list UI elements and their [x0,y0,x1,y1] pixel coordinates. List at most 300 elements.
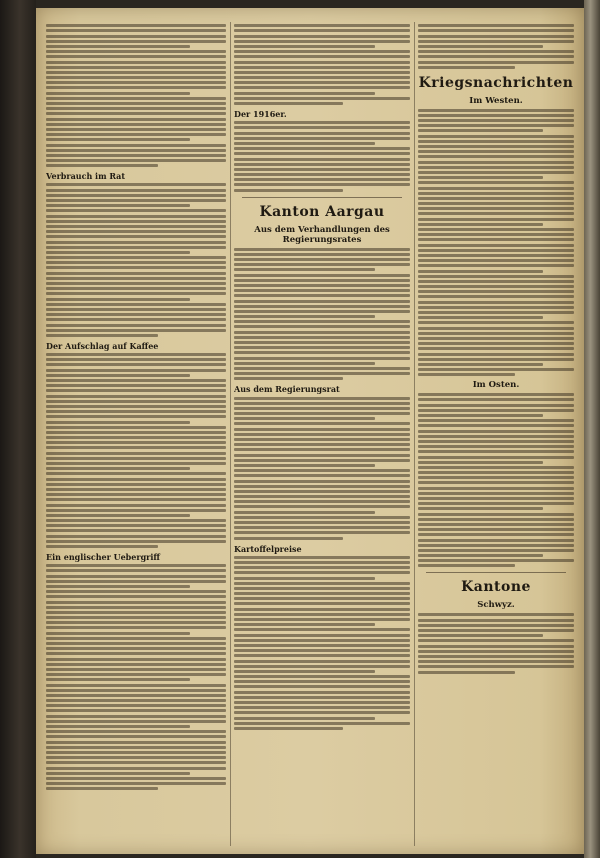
text-line [418,368,574,371]
text-line [418,244,574,247]
text-line [46,421,190,424]
text-line [418,166,574,169]
text-line [418,150,574,153]
text-line [418,671,515,674]
text-line [418,559,574,562]
text-line [418,238,574,241]
article-text [46,564,226,790]
newspaper-page [36,8,584,854]
text-line [234,402,410,405]
text-line [418,35,574,38]
text-line [418,613,574,616]
text-line [418,353,574,356]
text-line [234,521,410,524]
text-line [46,761,226,764]
article-text [234,556,410,730]
text-line [418,124,574,127]
text-line [418,502,574,505]
text-line [46,164,158,167]
text-line [46,287,226,290]
text-line [46,313,226,316]
article-heading: Der 1916er. [234,109,287,119]
text-line [418,337,574,340]
text-line [46,647,226,650]
text-line [418,290,574,293]
text-line [234,602,410,605]
text-line [234,511,375,514]
text-line [46,611,226,614]
text-line [46,353,226,356]
text-line [234,66,410,69]
text-line [46,751,226,754]
text-line [234,665,410,668]
text-line [234,685,410,688]
text-line [46,369,226,372]
text-line [418,161,574,164]
text-line [234,40,410,43]
text-line [46,606,226,609]
text-line [234,173,410,176]
text-line [234,168,410,171]
text-line [46,637,226,640]
text-line [234,71,410,74]
text-line [234,248,410,251]
text-line [46,689,226,692]
text-line [418,55,574,58]
text-line [46,405,226,408]
text-line [234,274,410,277]
text-line [46,389,226,392]
text-line [46,92,190,95]
text-line [234,711,410,714]
text-line [418,363,543,366]
section-subtitle-east: Im Osten. [472,380,520,391]
text-line [46,183,226,186]
text-line [418,619,574,622]
divider [242,197,402,198]
text-line [234,92,375,95]
article-text [418,24,574,69]
text-line [234,61,410,64]
text-line [418,518,574,521]
text-line [234,644,410,647]
text-line [418,301,574,304]
text-line [46,704,226,707]
text-line [234,268,375,271]
text-line [46,529,226,532]
text-line [46,545,158,548]
text-line [418,419,574,422]
text-line [418,513,574,516]
text-line [46,61,226,64]
text-line [46,128,226,131]
text-line [234,310,410,313]
text-line [46,292,226,295]
text-line [46,251,190,254]
text-line [46,441,226,444]
text-line [234,137,410,140]
text-line [46,514,190,517]
text-line [46,478,226,481]
text-line [234,422,410,425]
text-line [234,613,410,616]
text-line [418,66,515,69]
text-line [234,500,410,503]
text-line [234,556,410,559]
text-line [46,426,226,429]
article-heading: Kartoffelpreise [234,543,302,554]
text-line [46,741,226,744]
column-right [418,22,574,846]
text-line [418,424,574,427]
text-line [46,199,226,202]
text-line [46,580,226,583]
text-line [46,277,226,280]
text-line [418,264,574,267]
text-line [46,374,190,377]
text-line [46,575,226,578]
text-line [46,782,226,785]
text-line [418,61,574,64]
text-line [46,725,190,728]
text-line [418,645,574,648]
text-line [418,249,574,252]
text-line [234,571,410,574]
text-line [418,549,574,552]
text-line [418,481,574,484]
text-line [234,526,410,529]
text-line [418,450,574,453]
text-line [418,347,574,350]
text-line [46,415,226,418]
text-line [234,566,410,569]
text-line [46,81,226,84]
text-line [234,320,410,323]
text-line [234,163,410,166]
text-line [46,209,226,212]
text-line [418,471,574,474]
text-line [234,649,410,652]
text-line [418,155,574,158]
text-line [234,183,410,186]
text-line [46,66,226,69]
text-line [46,540,226,543]
text-line [234,654,410,657]
text-line [46,462,226,465]
text-line [46,55,226,58]
text-line [418,507,543,510]
text-line [234,628,410,631]
text-line [234,469,410,472]
text-line [418,228,574,231]
text-line [234,126,410,129]
text-line [234,454,410,457]
text-line [234,357,410,360]
text-line [234,495,410,498]
text-line [46,535,226,538]
text-line [418,456,574,459]
text-line [46,318,226,321]
text-line [418,316,543,319]
text-line [234,300,410,303]
text-line [234,24,410,27]
text-line [234,50,410,53]
text-line [46,24,226,27]
text-line [46,50,226,53]
text-line [418,440,574,443]
text-line [234,531,410,534]
text-line [234,102,343,105]
text-line [418,523,574,526]
text-line [234,253,410,256]
text-line [46,225,226,228]
text-line [234,597,410,600]
text-line [46,86,226,89]
text-line [234,443,410,446]
text-line [418,306,574,309]
text-line [234,336,410,339]
text-line [234,341,410,344]
text-line [46,303,226,306]
article-text [234,397,410,540]
text-line [234,634,410,637]
text-line [234,727,343,730]
text-line [234,152,410,155]
text-line [234,29,410,32]
text-line [46,189,226,192]
text-line [418,445,574,448]
text-line [234,701,410,704]
text-line [234,331,410,334]
section-title-kriegsnachrichten: Kriegsnachrichten [418,74,574,91]
text-line [46,324,226,327]
text-line [46,71,226,74]
text-line [46,493,226,496]
text-line [46,585,190,588]
divider [426,572,566,573]
text-line [234,305,410,308]
text-line [234,377,343,380]
text-line [46,246,226,249]
text-line [418,187,574,190]
text-line [234,325,410,328]
text-line [46,159,226,162]
text-line [234,561,410,564]
text-line [234,407,410,410]
text-line [418,218,574,221]
text-line [46,379,226,382]
text-line [234,618,410,621]
text-line [46,564,226,567]
text-line [46,241,226,244]
text-line [46,488,226,491]
text-line [46,673,226,676]
text-line [46,467,190,470]
text-line [234,448,410,451]
article-text [46,24,226,167]
text-line [46,395,226,398]
text-line [234,346,410,349]
text-line [234,55,410,58]
text-line [418,634,543,637]
text-line [418,665,574,668]
text-line [234,670,375,673]
text-line [46,632,190,635]
text-line [234,680,410,683]
text-line [46,358,226,361]
text-line [46,204,190,207]
text-line [418,564,515,567]
text-line [418,50,574,53]
text-line [234,577,375,580]
text-line [418,639,574,642]
text-line [46,400,226,403]
text-line [46,298,190,301]
article-text [234,24,410,105]
text-line [46,410,226,413]
article-heading: Der Aufschlag auf Kaffee [46,340,159,351]
text-line [234,474,410,477]
text-line [418,528,574,531]
text-line [234,660,410,663]
text-line [46,334,158,337]
text-line [418,270,543,273]
text-line [46,149,226,152]
text-line [418,233,574,236]
section-title-kantone: Kantone [461,579,531,596]
text-line [46,133,226,136]
text-line [234,516,410,519]
text-line [46,29,226,32]
text-line [46,621,226,624]
text-line [234,722,410,725]
text-line [46,112,226,115]
text-line [46,626,226,629]
text-line [418,393,574,396]
text-line [418,135,574,138]
text-line [46,720,226,723]
text-line [418,533,574,536]
text-line [418,655,574,658]
article-text [418,613,574,673]
text-line [418,29,574,32]
text-line [234,505,410,508]
article-heading: Verbrauch im Rat [46,171,126,182]
text-line [234,490,410,493]
text-line [46,76,226,79]
text-line [418,176,543,179]
section-title-kanton-aargau: Kanton Aargau [259,203,385,220]
column-left [46,22,226,846]
text-line [234,485,410,488]
text-line [234,706,410,709]
text-line [234,438,410,441]
text-line [234,132,410,135]
text-line [46,102,226,105]
text-line [234,81,410,84]
text-line [418,171,574,174]
text-line [234,696,410,699]
text-line [418,45,543,48]
text-line [234,433,410,436]
text-line [234,587,410,590]
text-line [234,623,375,626]
text-line [234,258,410,261]
text-line [46,498,226,501]
text-line [418,192,574,195]
text-line [234,279,410,282]
text-line [46,772,190,775]
text-line [46,730,226,733]
section-subtitle-west: Im Westen. [469,95,523,106]
text-line [418,140,574,143]
article-heading: Ein englischer Uebergriff [46,552,160,562]
text-line [46,431,226,434]
text-line [234,480,410,483]
text-line [418,24,574,27]
text-line [234,372,410,375]
text-line [418,624,574,627]
text-line [418,280,574,283]
text-line [46,519,226,522]
text-line [46,266,226,269]
text-line [418,539,574,542]
text-line [46,97,226,100]
text-line [418,119,574,122]
text-line [418,373,515,376]
text-line [46,123,226,126]
text-line [234,178,410,181]
text-line [46,215,226,218]
article-heading: Aus dem Regierungsrat [234,384,340,395]
text-line [46,472,226,475]
text-line [418,40,574,43]
text-line [418,430,574,433]
text-line [418,414,543,417]
text-line [418,544,574,547]
text-line [234,675,410,678]
text-line [46,446,226,449]
article-text [234,121,410,191]
text-line [234,691,410,694]
text-line [234,367,410,370]
text-line [46,694,226,697]
text-line [46,668,226,671]
text-line [46,272,226,275]
text-line [46,601,226,604]
text-line [234,45,375,48]
text-line [234,459,410,462]
article-text [418,393,574,567]
text-line [234,189,343,192]
text-line [46,504,226,507]
text-line [46,746,226,749]
text-line [234,428,410,431]
text-line [46,678,190,681]
text-line [234,351,410,354]
text-line [234,158,410,161]
text-line [234,582,410,585]
text-line [418,145,574,148]
text-line [46,590,226,593]
text-line [234,294,410,297]
text-line [418,259,574,262]
text-line [46,282,226,285]
text-line [46,699,226,702]
text-line [46,256,226,259]
text-line [418,650,574,653]
text-line [234,412,410,415]
